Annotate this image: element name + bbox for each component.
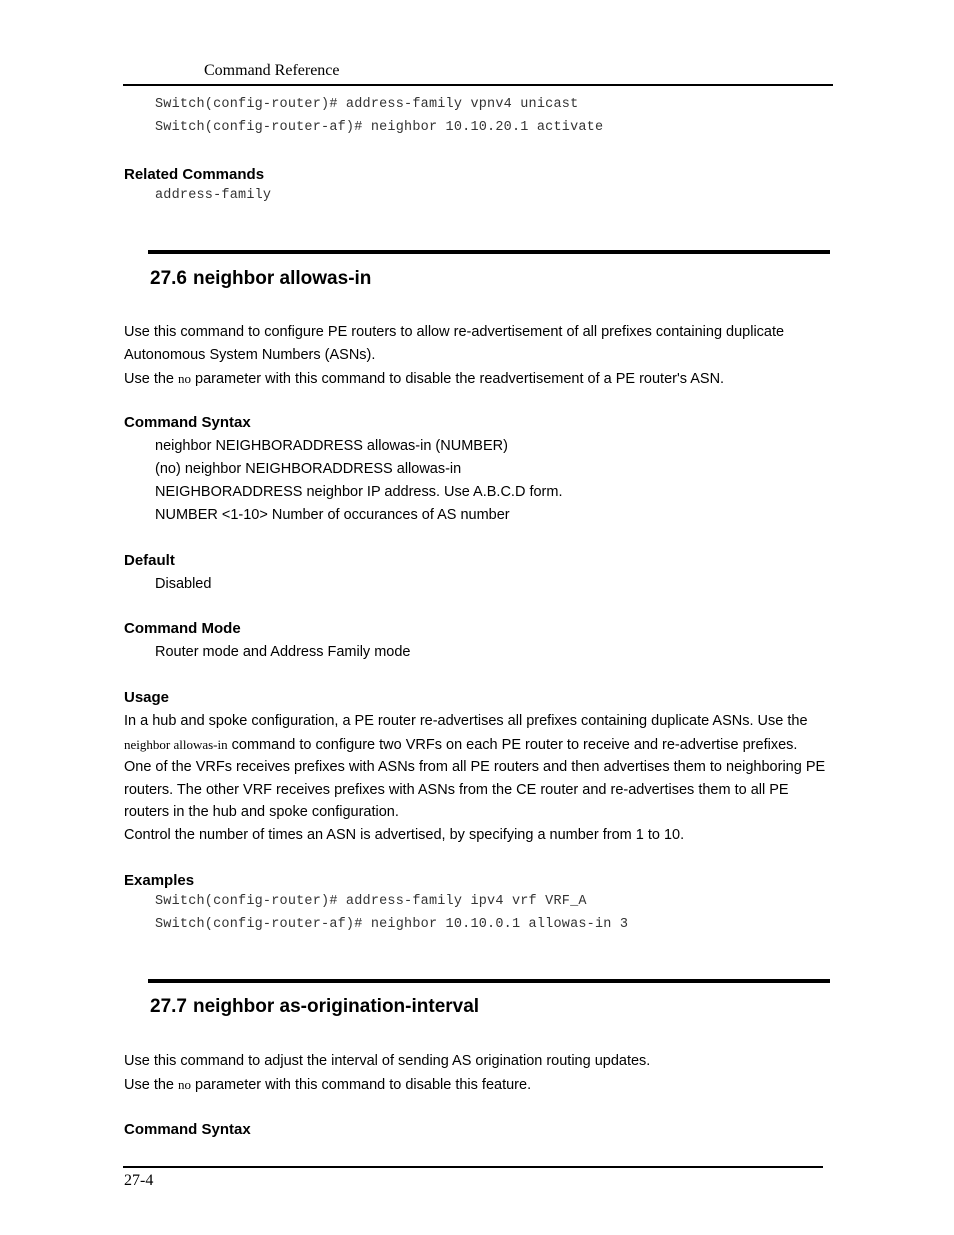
text-span: Use the: [124, 371, 178, 387]
description-no-param: [124, 1073, 531, 1097]
description-no-param: [124, 367, 724, 391]
example-code-line: Switch(config-router)# address-family ipv4 vrf VRF_A: [155, 894, 587, 909]
section-heading-27-6: [150, 268, 371, 290]
usage-line: One of the VRFs receives prefixes with ASNs from all PE routers and then advertises them to neighboring PE: [124, 759, 826, 775]
command-syntax-heading: Command Syntax: [124, 414, 251, 431]
section-title: neighbor allowas-in: [193, 268, 372, 289]
section-rule: [148, 979, 830, 983]
syntax-line: neighbor NEIGHBORADDRESS allowas-in (NUMBER): [155, 438, 508, 454]
usage-line: routers in the hub and spoke configuration.: [124, 804, 399, 820]
usage-line: In a hub and spoke configuration, a PE router re-advertises all prefixes containing duplicate ASNs. Use the: [124, 713, 808, 729]
command-mode-value: Router mode and Address Family mode: [155, 644, 411, 660]
usage-line: routers. The other VRF receives prefixes with ASNs from the CE router and re-advertises them to all PE: [124, 782, 789, 798]
keyword-no: no: [178, 371, 191, 386]
description-line: Autonomous System Numbers (ASNs).: [124, 347, 376, 363]
keyword-command: neighbor allowas-in: [124, 737, 228, 752]
related-commands-heading: Related Commands: [124, 166, 265, 183]
footer-rule: [123, 1166, 823, 1168]
section-rule: [148, 250, 830, 254]
running-header: Command Reference: [204, 62, 340, 79]
usage-line: [124, 733, 797, 757]
keyword-no: no: [178, 1077, 191, 1092]
related-command-code: address-family: [155, 188, 272, 203]
section-number: 27.7: [150, 996, 187, 1017]
default-heading: Default: [124, 552, 175, 569]
code-line: Switch(config-router-af)# neighbor 10.10.20.1 activate: [155, 120, 604, 135]
text-span: Use the: [124, 1077, 178, 1093]
syntax-line: (no) neighbor NEIGHBORADDRESS allowas-in: [155, 461, 462, 477]
section-title: neighbor as-origination-interval: [193, 996, 480, 1017]
description-line: Use this command to configure PE routers to allow re-advertisement of all prefixes containing duplicate: [124, 324, 785, 340]
syntax-line: NUMBER <1-10> Number of occurances of AS number: [155, 507, 510, 523]
code-line: Switch(config-router)# address-family vpnv4 unicast: [155, 97, 579, 112]
examples-heading: Examples: [124, 872, 195, 889]
command-syntax-heading: Command Syntax: [124, 1121, 251, 1138]
description-line: Use this command to adjust the interval of sending AS origination routing updates.: [124, 1053, 651, 1069]
text-span: parameter with this command to disable the readvertisement of a PE router's ASN.: [191, 371, 725, 387]
command-mode-heading: Command Mode: [124, 620, 241, 637]
usage-line: Control the number of times an ASN is advertised, by specifying a number from 1 to 10.: [124, 827, 685, 843]
usage-heading: Usage: [124, 689, 170, 706]
section-number: 27.6: [150, 268, 187, 289]
syntax-line: NEIGHBORADDRESS neighbor IP address. Use A.B.C.D form.: [155, 484, 563, 500]
header-rule: [123, 84, 833, 86]
example-code-line: Switch(config-router-af)# neighbor 10.10.0.1 allowas-in 3: [155, 917, 629, 932]
default-value: Disabled: [155, 576, 212, 592]
section-heading-27-7: [150, 996, 479, 1018]
text-span: parameter with this command to disable this feature.: [191, 1077, 532, 1093]
text-span: command to configure two VRFs on each PE router to receive and re-advertise prefixes.: [227, 737, 798, 753]
page-number: 27-4: [124, 1172, 154, 1189]
